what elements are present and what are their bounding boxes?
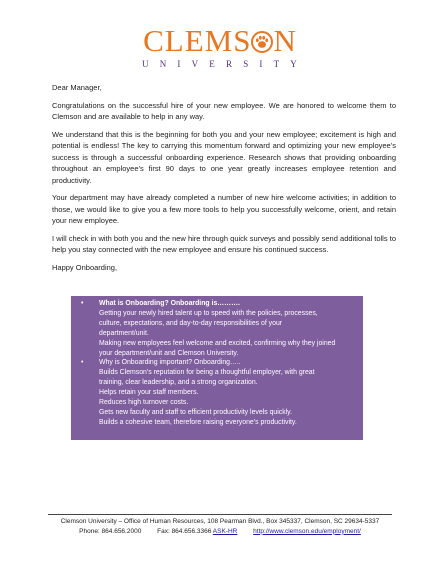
info-line: Builds Clemson’s reputation for being a thoughtful employer, with great [99, 369, 315, 377]
info-line: Gets new faculty and staff to efficient productivity levels quickly. [99, 408, 293, 416]
info-line: your department/unit and Clemson University. [99, 349, 239, 357]
info-line: Making new employees feel welcome and excited, confirming why they joined [99, 339, 336, 347]
info-line: department/unit. [99, 329, 149, 337]
letter-paragraph-2: We understand that this is the beginning for both you and your new employee; excitement is high and potential is endless! The key to carrying this momentum forward and optimizing your new employee’s success is through a successful onboarding experience. Research shows that providing onboarding throughout an employee’s first 90 days to one year greatly increases employee retention and productivity. [52, 129, 396, 185]
info-question-why: • Why is Onboarding important? Onboarding….. [87, 358, 357, 368]
ask-hr-link[interactable]: ASK-HR [212, 527, 238, 535]
footer-contact [0, 527, 440, 537]
footer-address: Clemson University – Office of Human Resources, 108 Pearman Blvd., Box 345337, Clemson, SC 29634-5337 [60, 518, 380, 525]
logo-wordmark [0, 23, 440, 58]
info-line: culture, expectations, and day-to-day responsibilities of your [99, 319, 283, 327]
info-list [87, 299, 357, 428]
letter-greeting: Dear Manager, [52, 83, 102, 92]
letter-paragraph-1: Congratulations on the successful hire of your new employee. We are honored to welcome them to Clemson and are available to help in any way. [52, 100, 396, 121]
logo-subtitle: UNIVERSITY [142, 59, 308, 69]
onboarding-info-box [71, 296, 363, 440]
tiger-paw-icon [251, 28, 273, 58]
letter-paragraph-4: I will check in with both you and the new hire through quick surveys and possibly send additional tolls to help you stay connected with the new employee and ensure his continued success. [52, 233, 396, 254]
employment-website-link[interactable]: http://www.clemson.edu/employment/ [253, 527, 361, 535]
clemson-logo [0, 23, 440, 69]
footer [0, 517, 440, 536]
logo-word-before: CLEMS [143, 23, 252, 58]
info-question-what: • What is Onboarding? Onboarding is………. [87, 299, 357, 309]
footer-divider [48, 514, 392, 515]
letter-closing: Happy Onboarding, [52, 262, 118, 272]
info-line: Builds a cohesive team, therefore raising everyone’s productivity. [99, 418, 297, 426]
logo-word-after: N [273, 23, 297, 58]
letter-body [52, 82, 396, 279]
footer-fax: Fax: 864.656.3366 [157, 527, 212, 535]
info-line: Reduces high turnover costs. [99, 399, 189, 407]
info-line: Getting your newly hired talent up to speed with the policies, processes, [99, 309, 318, 317]
letter-paragraph-3: Your department may have already completed a number of new hire welcome activities; in addition to those, we would like to give you a few more tools to help you successfully welcome, orient, and retain your new employee. [52, 193, 396, 225]
footer-phone: Phone: 864.656.2000 [79, 527, 142, 535]
info-line: Helps retain your staff members. [99, 389, 199, 397]
info-line: training, clear leadership, and a strong organization. [99, 379, 258, 387]
